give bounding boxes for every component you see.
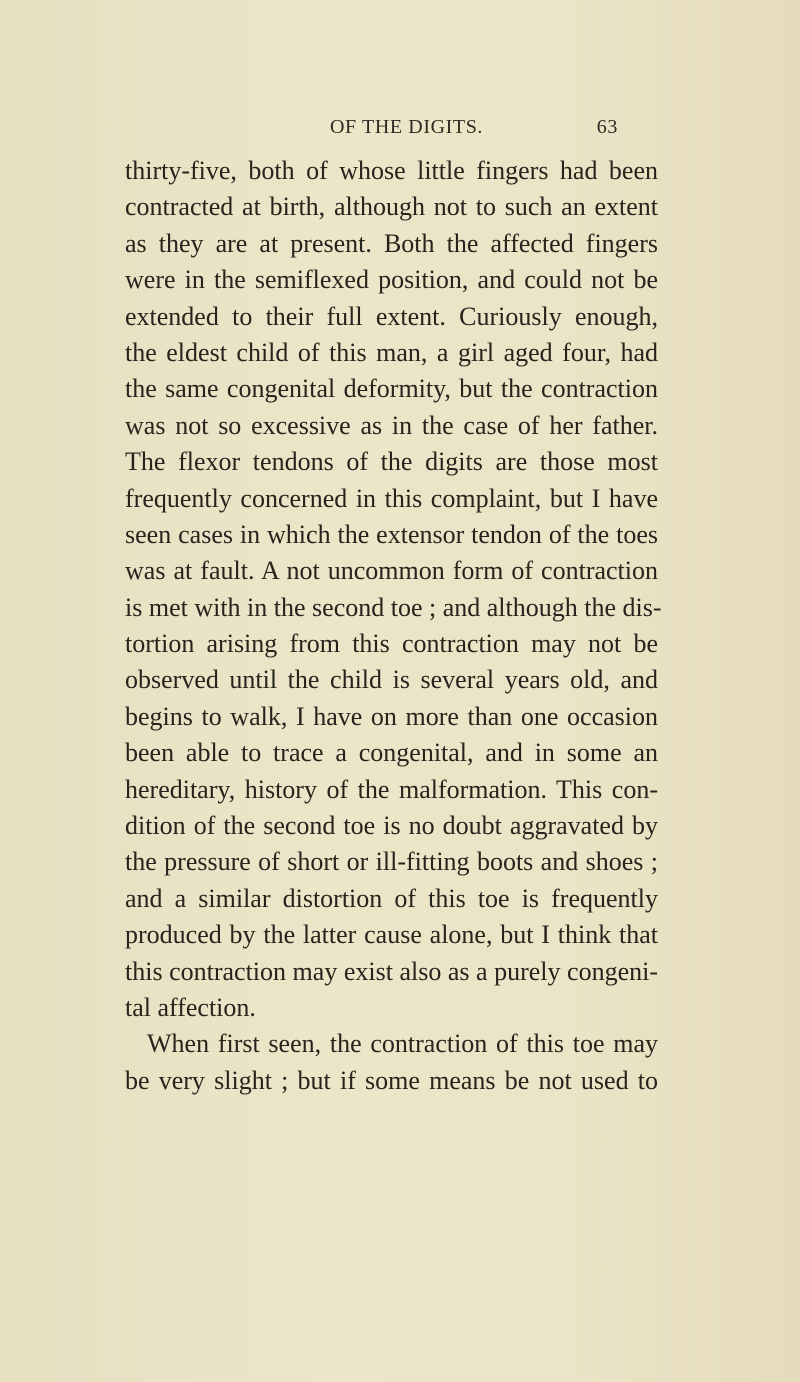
text-line: is met with in the second toe ; and although the dis- [125,592,662,622]
text-line: frequently concerned in this complaint, but I have [125,483,658,513]
running-head [250,116,618,142]
text-line: tal affection. [125,992,256,1022]
text-line: When first seen, the contraction of this toe may [147,1029,658,1059]
text-line: been able to trace a congenital, and in some an [125,738,658,768]
text-line: be very slight ; but if some means be not used to [125,1065,658,1095]
text-line: the eldest child of this man, a girl aged four, had [125,337,658,367]
text-line: hereditary, history of the malformation. This con- [125,774,658,804]
text-line: was at fault. A not uncommon form of contraction [125,556,658,586]
text-line: the pressure of short or ill-fitting boots and shoes ; [125,847,658,877]
text-line: observed until the child is several years old, and [125,665,658,695]
text-line: begins to walk, I have on more than one occasion [125,701,658,731]
text-line: this contraction may exist also as a purely congeni- [125,956,658,986]
running-title: OF THE DIGITS. [330,116,484,138]
text-line: dition of the second toe is no doubt aggravated by [125,811,658,841]
text-line: and a similar distortion of this toe is frequently [125,883,658,913]
text-line: was not so excessive as in the case of her father. [125,410,658,440]
text-line: extended to their full extent. Curiously enough, [125,301,658,331]
text-line: seen cases in which the extensor tendon of the toes [125,519,658,549]
text-line: thirty-five, both of whose little fingers had been [125,156,658,185]
body-text [125,153,662,1099]
text-line: produced by the latter cause alone, but I think that [125,920,658,950]
text-line: The flexor tendons of the digits are those most [125,447,658,477]
text-line: contracted at birth, although not to such an extent [125,192,658,222]
text-line: were in the semiflexed position, and could not be [125,265,658,295]
text-line: as they are at present. Both the affected fingers [125,228,658,258]
text-line: the same congenital deformity, but the contraction [125,374,658,404]
text-line: tortion arising from this contraction may not be [125,629,658,659]
page-number: 63 [596,116,618,138]
